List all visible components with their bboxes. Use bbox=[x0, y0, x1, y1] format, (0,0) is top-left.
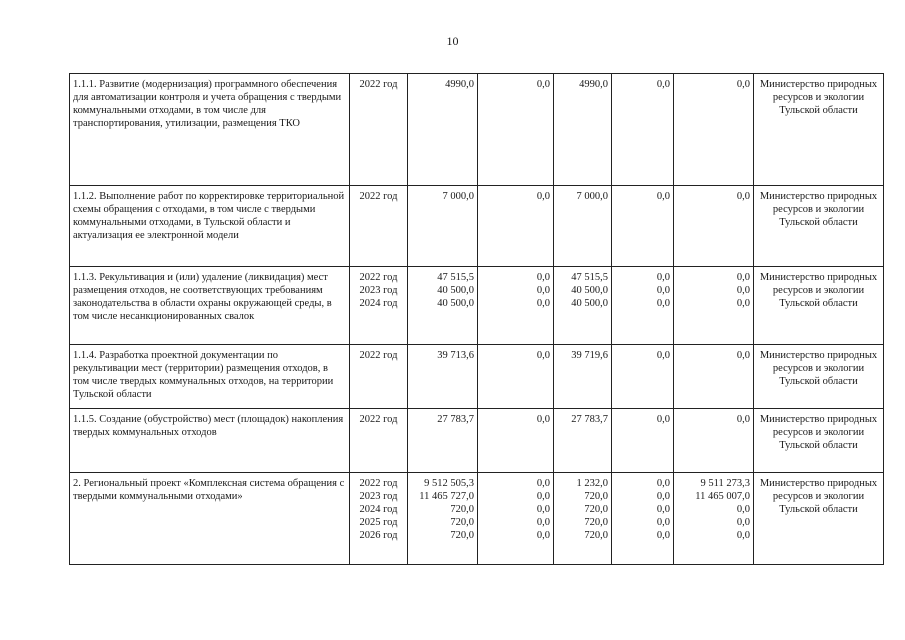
year: 2022 год bbox=[359, 79, 398, 90]
total-value: 47 515,5 bbox=[437, 272, 474, 283]
regional-value: 720,0 bbox=[584, 517, 608, 528]
local-value-cell bbox=[612, 345, 674, 409]
extrabudget-value: 0,0 bbox=[736, 350, 750, 361]
federal-value: 0,0 bbox=[536, 79, 550, 90]
year-cell bbox=[350, 74, 408, 186]
table-row bbox=[70, 345, 884, 409]
extrabudget-value: 0,0 bbox=[736, 285, 750, 296]
regional-value: 7 000,0 bbox=[576, 191, 608, 202]
extrabudget-value-cell bbox=[674, 473, 754, 565]
federal-value-cell bbox=[478, 345, 554, 409]
page-number: 10 bbox=[446, 34, 459, 48]
activity-name: 1.1.2. Выполнение работ по корректировке территориальной схемы обращения с отходами, в том числе с твердыми коммунальными отходами, в Тульской области и актуализация ее электронной модели bbox=[70, 186, 350, 267]
total-value-cell bbox=[408, 74, 478, 186]
local-value: 0,0 bbox=[656, 285, 670, 296]
activity-name: 1.1.5. Создание (обустройство) мест (площадок) накопления твердых коммунальных отходов bbox=[70, 409, 350, 473]
federal-value: 0,0 bbox=[536, 478, 550, 489]
year: 2026 год bbox=[359, 530, 398, 541]
federal-value-cell bbox=[478, 267, 554, 345]
year: 2022 год bbox=[359, 414, 398, 425]
table-row bbox=[70, 267, 884, 345]
total-value-cell bbox=[408, 473, 478, 565]
year-cell bbox=[350, 186, 408, 267]
regional-value: 39 719,6 bbox=[571, 350, 608, 361]
year: 2023 год bbox=[359, 491, 398, 502]
local-value: 0,0 bbox=[656, 191, 670, 202]
extrabudget-value: 0,0 bbox=[736, 272, 750, 283]
table-row bbox=[70, 409, 884, 473]
year: 2024 год bbox=[359, 504, 398, 515]
year: 2022 год bbox=[359, 478, 398, 489]
extrabudget-value-cell bbox=[674, 345, 754, 409]
total-value: 720,0 bbox=[450, 504, 474, 515]
local-value-cell bbox=[612, 74, 674, 186]
responsible-executor: Министерство природных ресурсов и экологии Тульской области bbox=[754, 345, 884, 409]
year-cell bbox=[350, 345, 408, 409]
extrabudget-value-cell bbox=[674, 267, 754, 345]
total-value: 720,0 bbox=[450, 530, 474, 541]
responsible-executor: Министерство природных ресурсов и экологии Тульской области bbox=[754, 473, 884, 565]
total-value: 4990,0 bbox=[445, 79, 474, 90]
extrabudget-value: 11 465 007,0 bbox=[695, 491, 750, 502]
year: 2022 год bbox=[359, 272, 398, 283]
year: 2023 год bbox=[359, 285, 398, 296]
regional-value: 40 500,0 bbox=[571, 285, 608, 296]
total-value: 7 000,0 bbox=[442, 191, 474, 202]
local-value-cell bbox=[612, 409, 674, 473]
year: 2022 год bbox=[359, 350, 398, 361]
total-value-cell bbox=[408, 409, 478, 473]
local-value-cell bbox=[612, 473, 674, 565]
regional-value: 47 515,5 bbox=[571, 272, 608, 283]
regional-value: 4990,0 bbox=[579, 79, 608, 90]
year-cell bbox=[350, 473, 408, 565]
federal-value: 0,0 bbox=[536, 414, 550, 425]
extrabudget-value: 9 511 273,3 bbox=[700, 478, 750, 489]
extrabudget-value-cell bbox=[674, 186, 754, 267]
activity-name: 1.1.4. Разработка проектной документации по рекультивации мест (территории) размещения отходов, в том числе твердых коммунальных отходов, на территории Тульской области bbox=[70, 345, 350, 409]
total-value: 40 500,0 bbox=[437, 285, 474, 296]
extrabudget-value-cell bbox=[674, 74, 754, 186]
responsible-executor: Министерство природных ресурсов и экологии Тульской области bbox=[754, 267, 884, 345]
total-value: 27 783,7 bbox=[437, 414, 474, 425]
extrabudget-value: 0,0 bbox=[736, 530, 750, 541]
federal-value: 0,0 bbox=[536, 504, 550, 515]
regional-value-cell bbox=[554, 267, 612, 345]
extrabudget-value: 0,0 bbox=[736, 414, 750, 425]
extrabudget-value-cell bbox=[674, 409, 754, 473]
federal-value: 0,0 bbox=[536, 272, 550, 283]
local-value-cell bbox=[612, 186, 674, 267]
table-row bbox=[70, 473, 884, 565]
total-value: 720,0 bbox=[450, 517, 474, 528]
responsible-executor: Министерство природных ресурсов и экологии Тульской области bbox=[754, 409, 884, 473]
table-row bbox=[70, 186, 884, 267]
extrabudget-value: 0,0 bbox=[736, 504, 750, 515]
local-value: 0,0 bbox=[656, 504, 670, 515]
total-value-cell bbox=[408, 267, 478, 345]
activity-name: 1.1.3. Рекультивация и (или) удаление (ликвидация) мест размещения отходов, не соответствующих требованиям законодательства в области охраны окружающей среды, в том числе несанкционированных свалок bbox=[70, 267, 350, 345]
local-value: 0,0 bbox=[656, 414, 670, 425]
regional-value-cell bbox=[554, 74, 612, 186]
activity-name: 1.1.1. Развитие (модернизация) программного обеспечения для автоматизации контроля и учета обращения с твердыми коммунальными отходами, в том числе для транспортирования, утилизации, размещения ТКО bbox=[70, 74, 350, 186]
local-value: 0,0 bbox=[656, 350, 670, 361]
regional-value: 27 783,7 bbox=[571, 414, 608, 425]
budget-table bbox=[69, 73, 884, 565]
table-row bbox=[70, 74, 884, 186]
total-value: 11 465 727,0 bbox=[419, 491, 474, 502]
local-value: 0,0 bbox=[656, 298, 670, 309]
year-cell bbox=[350, 267, 408, 345]
regional-value-cell bbox=[554, 473, 612, 565]
regional-value-cell bbox=[554, 409, 612, 473]
total-value-cell bbox=[408, 345, 478, 409]
regional-value: 720,0 bbox=[584, 504, 608, 515]
local-value: 0,0 bbox=[656, 517, 670, 528]
federal-value-cell bbox=[478, 409, 554, 473]
year: 2024 год bbox=[359, 298, 398, 309]
total-value: 40 500,0 bbox=[437, 298, 474, 309]
extrabudget-value: 0,0 bbox=[736, 191, 750, 202]
federal-value-cell bbox=[478, 473, 554, 565]
year: 2022 год bbox=[359, 191, 398, 202]
federal-value: 0,0 bbox=[536, 285, 550, 296]
federal-value: 0,0 bbox=[536, 350, 550, 361]
total-value-cell bbox=[408, 186, 478, 267]
regional-value: 40 500,0 bbox=[571, 298, 608, 309]
responsible-executor: Министерство природных ресурсов и экологии Тульской области bbox=[754, 74, 884, 186]
federal-value: 0,0 bbox=[536, 191, 550, 202]
regional-value: 720,0 bbox=[584, 491, 608, 502]
extrabudget-value: 0,0 bbox=[736, 517, 750, 528]
federal-value: 0,0 bbox=[536, 298, 550, 309]
local-value-cell bbox=[612, 267, 674, 345]
responsible-executor: Министерство природных ресурсов и экологии Тульской области bbox=[754, 186, 884, 267]
year-cell bbox=[350, 409, 408, 473]
local-value: 0,0 bbox=[656, 491, 670, 502]
federal-value: 0,0 bbox=[536, 517, 550, 528]
activity-name: 2. Региональный проект «Комплексная система обращения с твердыми коммунальными отходами» bbox=[70, 473, 350, 565]
regional-value-cell bbox=[554, 186, 612, 267]
federal-value-cell bbox=[478, 186, 554, 267]
total-value: 39 713,6 bbox=[437, 350, 474, 361]
regional-value: 720,0 bbox=[584, 530, 608, 541]
federal-value: 0,0 bbox=[536, 491, 550, 502]
local-value: 0,0 bbox=[656, 272, 670, 283]
federal-value: 0,0 bbox=[536, 530, 550, 541]
local-value: 0,0 bbox=[656, 530, 670, 541]
local-value: 0,0 bbox=[656, 478, 670, 489]
total-value: 9 512 505,3 bbox=[424, 478, 474, 489]
regional-value: 1 232,0 bbox=[576, 478, 608, 489]
year: 2025 год bbox=[359, 517, 398, 528]
extrabudget-value: 0,0 bbox=[736, 298, 750, 309]
federal-value-cell bbox=[478, 74, 554, 186]
regional-value-cell bbox=[554, 345, 612, 409]
local-value: 0,0 bbox=[656, 79, 670, 90]
extrabudget-value: 0,0 bbox=[736, 79, 750, 90]
